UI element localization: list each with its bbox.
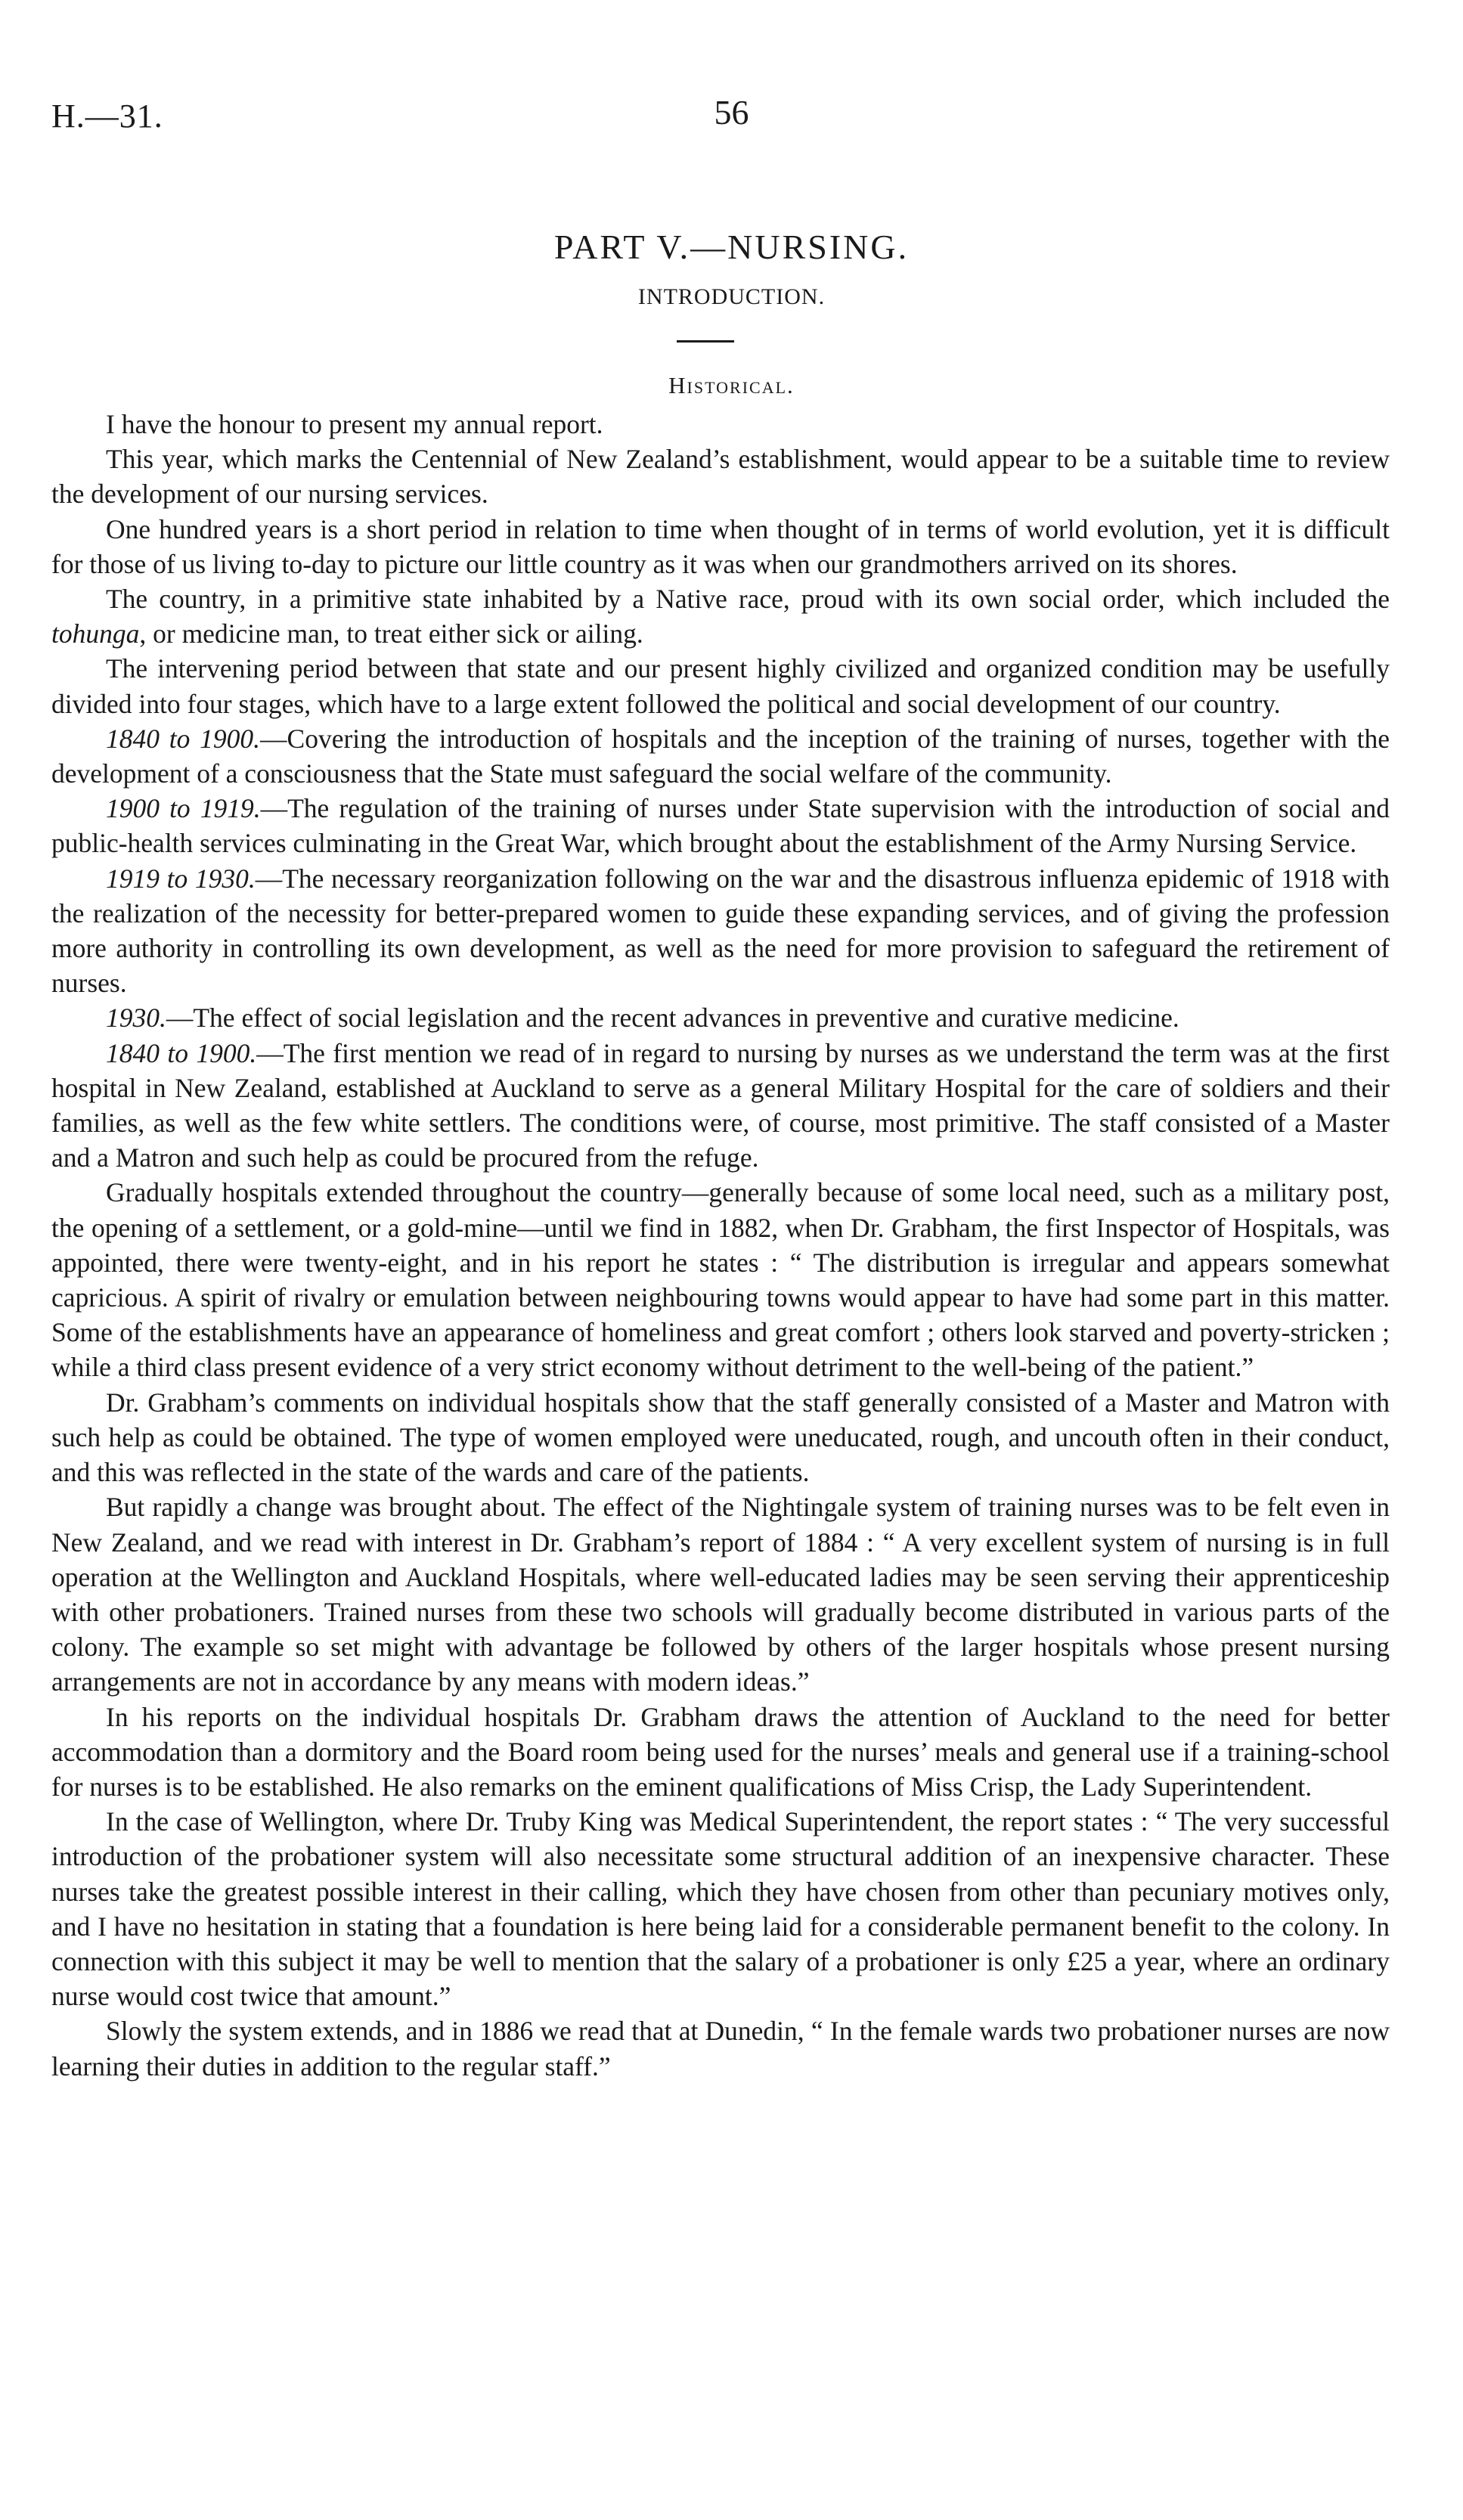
paragraph — [51, 2013, 1390, 2083]
paragraph — [51, 1700, 1390, 1805]
paragraph — [51, 861, 1390, 1001]
paragraph-text: This year, which marks the Centennial of New Zealand’s establishment, would appear to be a suitable time to review the development of our nursing services. — [51, 444, 1390, 510]
paragraph-text: Gradually hospitals extended throughout the country—generally because of some local need, such as a military post, the opening of a settlement, or a gold-mine—until we find in 1882, when Dr. Grabham, the first Inspector of Hospitals, was appointed, there were twenty-eight, and in his report he states : “ The distribution is irregular and appears somewhat capricious. A spirit of rivalry or emulation between neighbouring towns would appear to have had some part in this matter. Some of the establishments have an appearance of homeliness and great comfort ; others look starved and poverty-stricken ; while a third class present evidence of a very strict economy without detriment to the well-being of the patient.” — [51, 1177, 1390, 1383]
period-heading: 1930. — [106, 1003, 166, 1034]
paragraph-text: , or medicine man, to treat either sick or ailing. — [139, 618, 643, 649]
paragraph — [51, 512, 1390, 581]
paragraph — [51, 1804, 1390, 2013]
paragraph — [51, 1036, 1390, 1176]
paragraph-text: The intervening period between that state and our present highly civilized and organized condition may be usefully divided into four stages, which have to a large extent followed the political and social development of our country. — [51, 653, 1390, 719]
part-title: PART V.—NURSING. — [553, 228, 910, 266]
page-number: 56 — [714, 93, 749, 132]
paragraph-text: —The necessary reorganization following on the war and the disastrous influenza epidemic of 1918 with the realization of the necessity for better-prepared women to guide these expanding services, and of giving the profession more authority in controlling its own development, as well as the need for more provision to safeguard the retirement of nurses. — [51, 863, 1390, 999]
paragraph-text: The country, in a primitive state inhabited by a Native race, proud with its own social order, which included the — [106, 584, 1390, 615]
paragraph-text: Slowly the system extends, and in 1886 we read that at Dunedin, “ In the female wards two probationer nurses are now learning their duties in addition to the regular staff.” — [51, 2016, 1390, 2081]
introduction-subtitle: INTRODUCTION. — [637, 284, 826, 309]
paragraph-text: In his reports on the individual hospitals Dr. Grabham draws the attention of Auckland to the need for better accommodation than a dormitory and the Board room being used for the nurses’ meals and general use if a training-school for nurses is to be established. He also remarks on the eminent qualifications of Miss Crisp, the Lady Superintendent. — [51, 1701, 1390, 1802]
paragraph — [51, 1489, 1390, 1699]
paragraph — [51, 407, 1390, 442]
period-heading: 1919 to 1930. — [106, 863, 256, 894]
document-reference: H.—31. — [51, 98, 163, 135]
paragraph-text: Dr. Grabham’s comments on individual hospitals show that the staff generally consisted of a Master and Matron with such help as could be obtained. The type of women employed were uneducated, rough, and uncouth often in their conduct, and this was reflected in the state of the wards and care of the patients. — [51, 1387, 1390, 1488]
paragraph — [51, 791, 1390, 860]
paragraph — [51, 1000, 1390, 1035]
period-heading: 1840 to 1900. — [106, 1037, 257, 1068]
section-heading-historical: Historical. — [668, 372, 795, 398]
paragraph-text: In the case of Wellington, where Dr. Truby King was Medical Superintendent, the report states : “ The very successful introduction of the probationer system will also necessitate some structural addition of an inexpensive character. These nurses take the greatest possible interest in their calling, which they have chosen from other than pecuniary motives only, and I have no hesitation in stating that a foundation is here being laid for a considerable permanent benefit to the colony. In connection with this subject it may be well to mention that the salary of a probationer is only £25 a year, where an ordinary nurse would cost twice that amount.” — [51, 1806, 1390, 2012]
body-text — [51, 407, 1390, 2084]
paragraph — [51, 1385, 1390, 1490]
paragraph — [51, 1175, 1390, 1384]
paragraph — [51, 442, 1390, 511]
paragraph-text: —The effect of social legislation and the recent advances in preventive and curative medicine. — [166, 1003, 1179, 1034]
paragraph — [51, 581, 1390, 651]
paragraph — [51, 721, 1390, 791]
paragraph — [51, 651, 1390, 721]
period-heading: 1840 to 1900. — [106, 723, 261, 754]
paragraph-text: But rapidly a change was brought about. The effect of the Nightingale system of training nurses was to be felt even in New Zealand, and we read with interest in Dr. Grabham’s report of 1884 : “ A very excellent system of nursing is in full operation at the Wellington and Auckland Hospitals, where well-educated ladies may be seen serving their apprenticeship with other probationers. Trained nurses from these two schools will gradually become distributed in various parts of the colony. The example so set might with advantage be followed by others of the larger hospitals whose present nursing arrangements are not in accordance by any means with modern ideas.” — [51, 1492, 1390, 1697]
paragraph-text: —Covering the introduction of hospitals and the inception of the training of nurses, together with the development of a consciousness that the State must safeguard the social welfare of the community. — [51, 723, 1390, 789]
title-rule — [677, 340, 734, 343]
paragraph-text: I have the honour to present my annual report. — [106, 409, 603, 439]
paragraph-text: —The first mention we read of in regard to nursing by nurses as we understand the term was at the first hospital in New Zealand, established at Auckland to serve as a general Military Hospital for the care of soldiers and their families, as well as the few white settlers. The conditions were, of course, most primitive. The staff consisted of a Master and a Matron and such help as could be procured from the refuge. — [51, 1037, 1390, 1173]
italic-term: tohunga — [51, 618, 140, 649]
paragraph-text: One hundred years is a short period in relation to time when thought of in terms of world evolution, yet it is difficult for those of us living to-day to picture our little country as it was when our grandmothers arrived on its shores. — [51, 513, 1390, 579]
paragraph-text: —The regulation of the training of nurses under State supervision with the introduction of social and public-health services culminating in the Great War, which brought about the establishment of the Army Nursing Service. — [51, 793, 1390, 859]
period-heading: 1900 to 1919. — [106, 793, 261, 824]
